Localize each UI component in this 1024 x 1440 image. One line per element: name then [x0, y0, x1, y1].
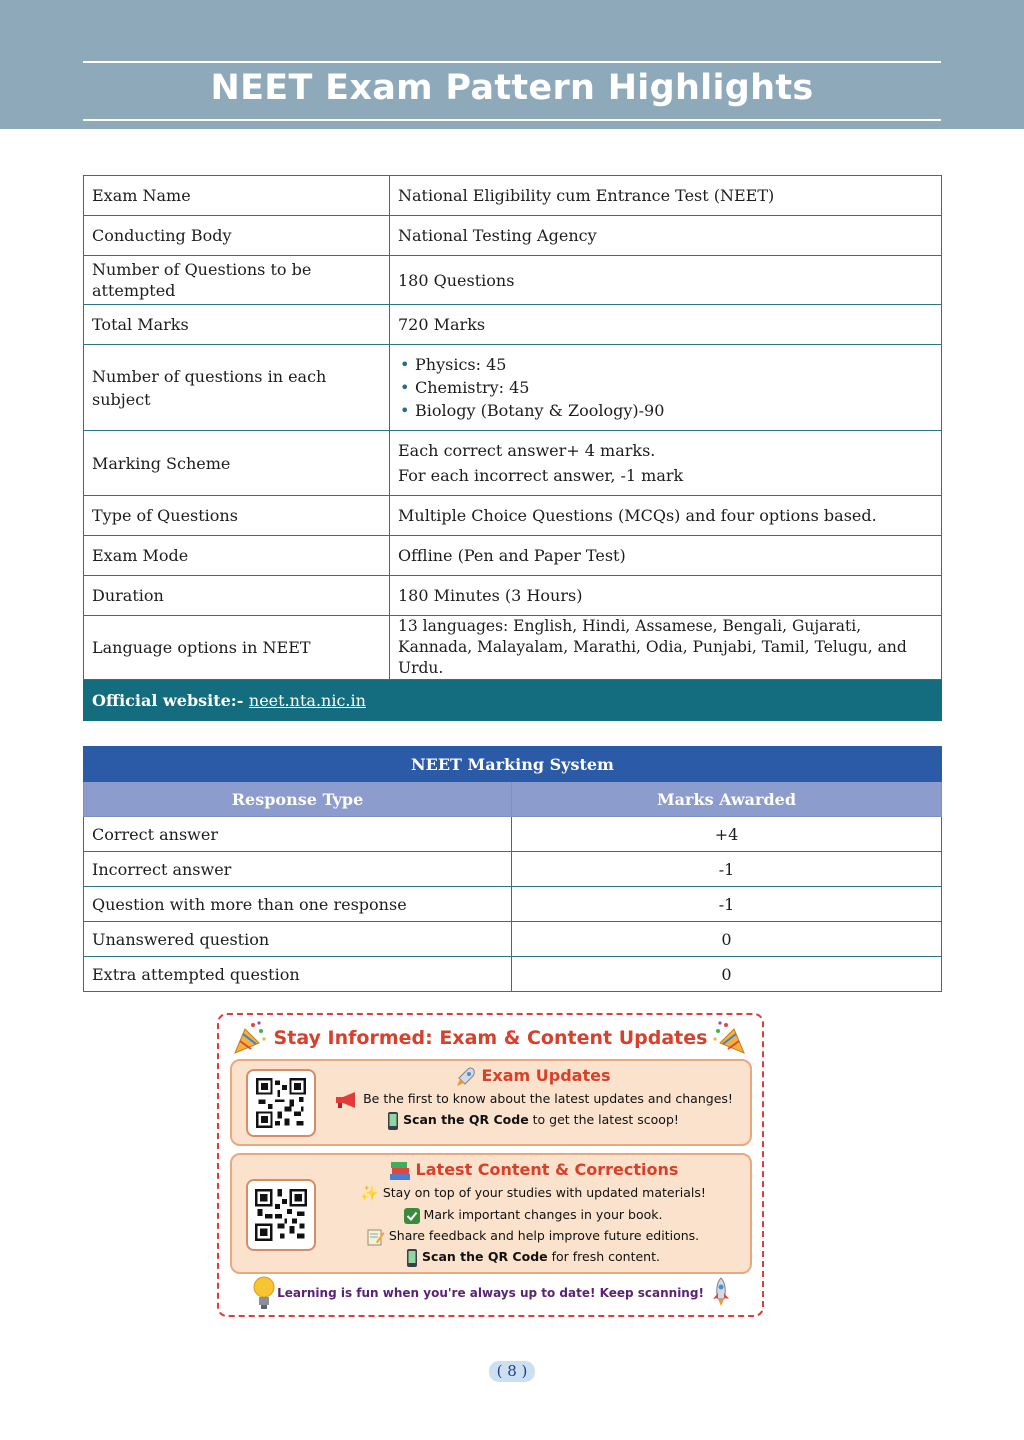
row-value: 13 languages: English, Hindi, Assamese, Bengali, Gujarati, Kannada, Malayalam, Marathi, Odia, Punjabi, Tamil, Telugu, and Urdu.	[390, 616, 942, 680]
page-number: ( 8 )	[489, 1361, 535, 1382]
table-row	[84, 216, 942, 256]
exam-scan-line: Scan the QR Code to get the latest scoop!	[320, 1109, 746, 1131]
table-row	[84, 345, 942, 431]
page-title: NEET Exam Pattern Highlights	[210, 68, 814, 108]
content-line: Mark important changes in your book.	[320, 1204, 746, 1225]
row-key: Number of questions in each subject	[84, 345, 390, 431]
rocket-icon	[708, 1277, 734, 1307]
response-type: Extra attempted question	[84, 957, 512, 992]
table-row	[84, 256, 942, 305]
table-row	[84, 305, 942, 345]
exam-updates-text	[320, 1064, 746, 1131]
updates-footer: Learning is fun when you're always up to date! Keep scanning!	[277, 1286, 704, 1300]
table-row	[84, 887, 942, 922]
header-rule-bottom	[83, 119, 941, 121]
memo-icon	[367, 1228, 385, 1246]
row-key: Duration	[84, 576, 390, 616]
response-type: Question with more than one response	[84, 887, 512, 922]
content-updates-card	[230, 1153, 752, 1274]
table-row	[84, 852, 942, 887]
marking-line: For each incorrect answer, -1 mark	[398, 466, 684, 485]
qr-code-icon[interactable]	[246, 1069, 316, 1137]
marks-awarded: -1	[512, 887, 942, 922]
table-row	[84, 496, 942, 536]
sparkles-icon: ✨	[360, 1184, 379, 1202]
phone-icon	[387, 1111, 399, 1131]
row-key: Exam Mode	[84, 536, 390, 576]
row-key: Type of Questions	[84, 496, 390, 536]
table-row	[84, 817, 942, 852]
table-caption-row	[84, 747, 942, 782]
party-popper-icon	[712, 1019, 748, 1055]
row-key: Conducting Body	[84, 216, 390, 256]
header-rule-top	[83, 61, 941, 63]
response-type: Unanswered question	[84, 922, 512, 957]
row-key: Number of Questions to be attempted	[84, 256, 390, 305]
table-row	[84, 176, 942, 216]
row-value: 180 Questions	[390, 256, 942, 305]
row-key: Marking Scheme	[84, 431, 390, 496]
marking-line: Each correct answer+ 4 marks.	[398, 441, 656, 460]
content-updates-text	[320, 1158, 746, 1268]
list-item: • Chemistry: 45	[398, 376, 933, 399]
exam-updates-heading: Exam Updates	[481, 1066, 611, 1085]
table-row	[84, 957, 942, 992]
table-row	[84, 431, 942, 496]
list-item: • Biology (Botany & Zoology)-90	[398, 399, 933, 422]
updates-title: Stay Informed: Exam & Content Updates	[273, 1027, 708, 1049]
rocket-icon	[455, 1066, 477, 1088]
subject-list	[398, 353, 933, 422]
list-item: • Physics: 45	[398, 353, 933, 376]
exam-updates-line: Be the first to know about the latest updates and changes!	[320, 1088, 746, 1109]
row-key: Exam Name	[84, 176, 390, 216]
row-value: Offline (Pen and Paper Test)	[390, 536, 942, 576]
table-header-row	[84, 782, 942, 817]
response-type: Correct answer	[84, 817, 512, 852]
qr-code-icon[interactable]	[246, 1179, 316, 1251]
official-website-link[interactable]: neet.nta.nic.in	[248, 690, 366, 710]
row-value: 720 Marks	[390, 305, 942, 345]
official-website-label: Official website:-	[92, 690, 244, 710]
marks-awarded: +4	[512, 817, 942, 852]
content-line: ✨ Stay on top of your studies with updated materials!	[360, 1184, 706, 1202]
table-row	[84, 576, 942, 616]
response-type: Incorrect answer	[84, 852, 512, 887]
row-value: 180 Minutes (3 Hours)	[390, 576, 942, 616]
megaphone-icon	[333, 1091, 359, 1109]
row-key: Total Marks	[84, 305, 390, 345]
books-icon	[388, 1160, 412, 1182]
table-row	[84, 616, 942, 680]
row-value	[390, 431, 942, 496]
updates-box	[217, 1013, 764, 1317]
table-caption: NEET Marking System	[84, 747, 942, 782]
table-row	[84, 536, 942, 576]
phone-icon	[406, 1248, 418, 1268]
header-band	[0, 0, 1024, 129]
column-header-marks: Marks Awarded	[512, 782, 942, 817]
official-website-row	[84, 680, 942, 721]
row-value: Multiple Choice Questions (MCQs) and four options based.	[390, 496, 942, 536]
official-website-cell	[84, 680, 942, 721]
check-box-icon	[404, 1208, 420, 1224]
content-heading: Latest Content & Corrections	[415, 1160, 679, 1179]
column-header-response: Response Type	[84, 782, 512, 817]
marks-awarded: 0	[512, 957, 942, 992]
row-key: Language options in NEET	[84, 616, 390, 680]
marks-awarded: -1	[512, 852, 942, 887]
row-value: National Eligibility cum Entrance Test (NEET)	[390, 176, 942, 216]
marks-awarded: 0	[512, 922, 942, 957]
content-heading-row	[320, 1158, 746, 1182]
row-value: National Testing Agency	[390, 216, 942, 256]
highlights-table	[83, 175, 942, 721]
marking-table	[83, 746, 942, 992]
exam-updates-heading-row	[320, 1064, 746, 1088]
content-line: Share feedback and help improve future editions.	[320, 1225, 746, 1246]
table-row	[84, 922, 942, 957]
content-scan-line: Scan the QR Code for fresh content.	[320, 1246, 746, 1268]
row-value	[390, 345, 942, 431]
exam-updates-card	[230, 1059, 752, 1146]
